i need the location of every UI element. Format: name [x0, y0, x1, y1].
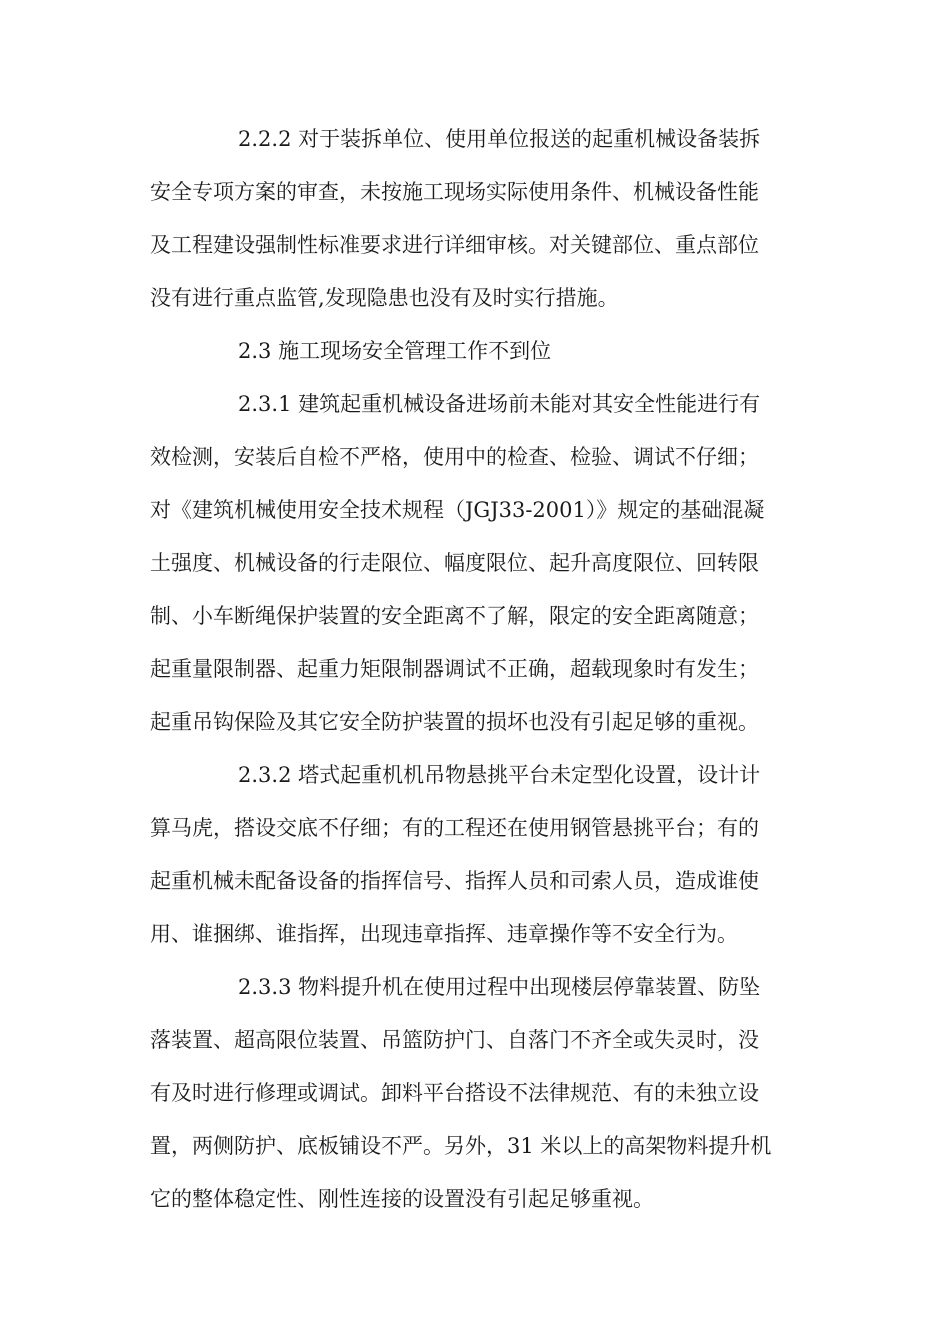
text-line: 及工程建设强制性标准要求进行详细审核。对关键部位、重点部位: [150, 233, 759, 257]
document-body: [150, 113, 800, 1226]
text-line: 置，两侧防护、底板铺设不严。另外，31 米以上的高架物料提升机: [150, 1134, 772, 1158]
text-line: 效检测，安装后自检不严格，使用中的检查、检验、调试不仔细；: [150, 445, 759, 469]
paragraph-2-2-2: [150, 113, 800, 325]
paragraph-2-3-2: [150, 749, 800, 961]
text-line: 2.2.2 对于装拆单位、使用单位报送的起重机械设备装拆: [238, 127, 761, 151]
section-heading-2-3: [150, 325, 800, 378]
text-line: 对《建筑机械使用安全技术规程（JGJ33-2001）》规定的基础混凝: [150, 498, 765, 522]
text-line: 起重吊钩保险及其它安全防护装置的损坏也没有引起足够的重视。: [150, 710, 759, 734]
text-line: 起重量限制器、起重力矩限制器调试不正确，超载现象时有发生；: [150, 657, 759, 681]
text-line: 起重机械未配备设备的指挥信号、指挥人员和司索人员，造成谁使: [150, 869, 759, 893]
text-line: 落装置、超高限位装置、吊篮防护门、自落门不齐全或失灵时，没: [150, 1028, 759, 1052]
paragraph-2-3-1: [150, 378, 800, 749]
text-line: 2.3.3 物料提升机在使用过程中出现楼层停靠装置、防坠: [238, 975, 761, 999]
text-line: 制、小车断绳保护装置的安全距离不了解，限定的安全距离随意；: [150, 604, 759, 628]
text-line: 2.3.1 建筑起重机械设备进场前未能对其安全性能进行有: [238, 392, 761, 416]
text-line: 2.3.2 塔式起重机机吊物悬挑平台未定型化设置，设计计: [238, 763, 761, 787]
text-line: 土强度、机械设备的行走限位、幅度限位、起升高度限位、回转限: [150, 551, 759, 575]
heading-line: 2.3 施工现场安全管理工作不到位: [238, 339, 552, 363]
text-line: 安全专项方案的审查，未按施工现场实际使用条件、机械设备性能: [150, 180, 759, 204]
paragraph-2-3-3: [150, 961, 800, 1226]
text-line: 没有进行重点监管,发现隐患也没有及时实行措施。: [150, 286, 619, 310]
text-line: 用、谁捆绑、谁指挥，出现违章指挥、违章操作等不安全行为。: [150, 922, 738, 946]
text-line: 它的整体稳定性、刚性连接的设置没有引起足够重视。: [150, 1187, 654, 1211]
text-line: 有及时进行修理或调试。卸料平台搭设不法律规范、有的未独立设: [150, 1081, 759, 1105]
text-line: 算马虎，搭设交底不仔细；有的工程还在使用钢管悬挑平台；有的: [150, 816, 759, 840]
